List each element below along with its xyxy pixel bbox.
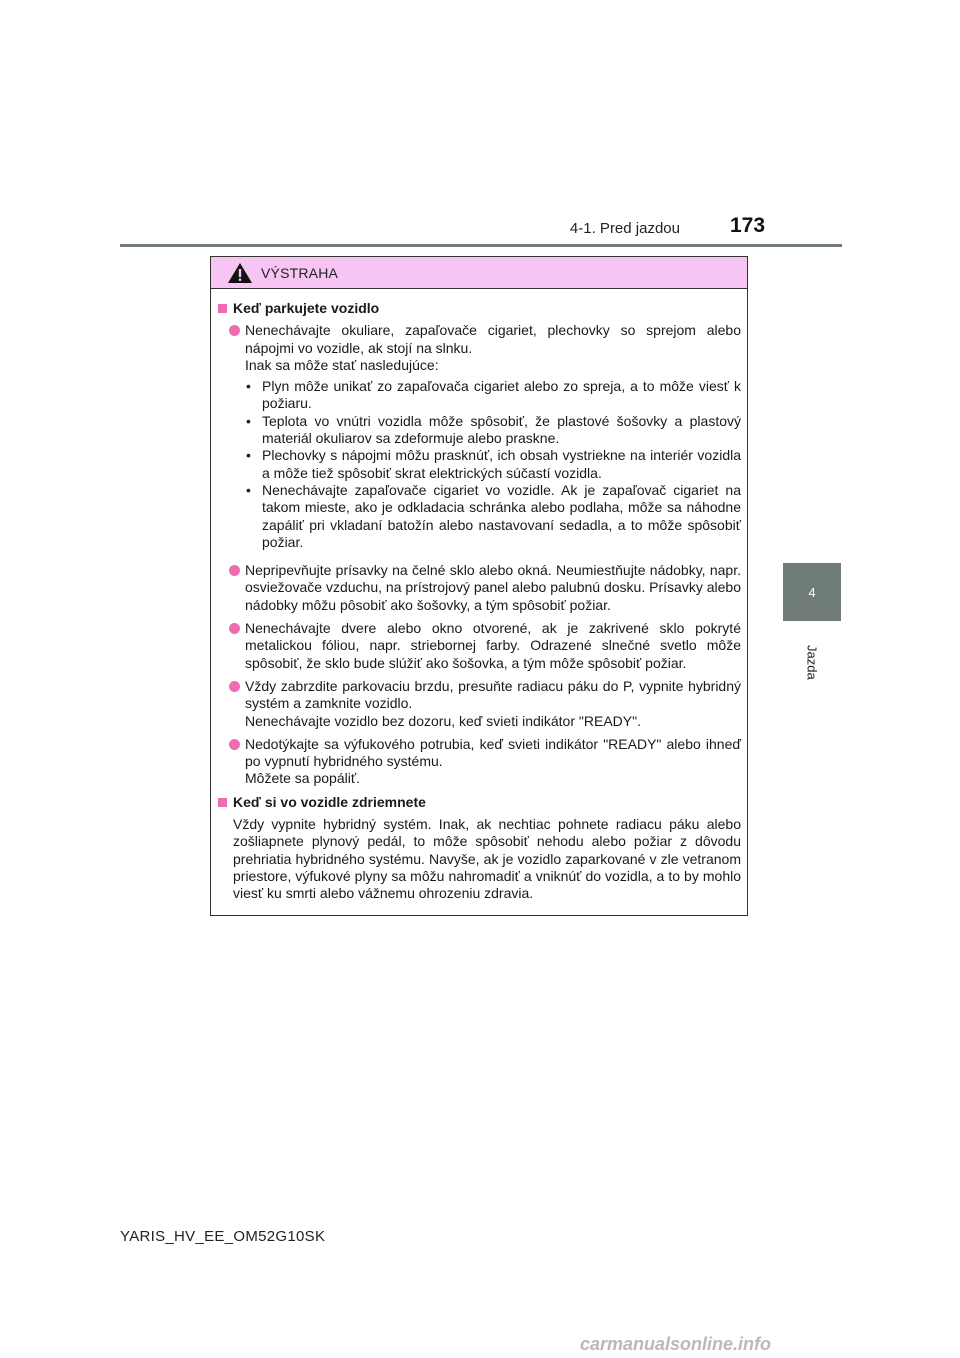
- text-line: Inak sa môže stať nasledujúce:: [245, 356, 439, 373]
- warning-box: [210, 256, 748, 916]
- sub-list-item-text: Plyn môže unikať zo zapaľovača cigariet alebo zo spreja, a to môže viesť k požiaru.: [262, 378, 741, 412]
- dot-bullet: •: [246, 412, 251, 429]
- chapter-number: 4: [808, 584, 816, 600]
- document-code: YARIS_HV_EE_OM52G10SK: [120, 1228, 326, 1245]
- section-paragraph: Vždy vypnite hybridný systém. Inak, ak nechtiac pohnete radiacu páku alebo zošliapnete plynový pedál, to môže spôsobiť nehodu alebo požiar z dôvodu prehriatia hybridného systému. Navyše, ak je vozidlo zaparkované v zle vetranom priestore, výfukové plyny sa môžu nahromadiť a vniknúť do vozidla, a to by mohlo viesť ku smrti alebo vážnemu ohrozeniu zdravia.: [233, 816, 741, 902]
- section-heading-text: Keď parkujete vozidlo: [233, 300, 380, 316]
- circle-bullet-icon: [229, 681, 240, 692]
- watermark: carmanualsonline.info: [580, 1334, 772, 1354]
- text-line: Vždy zabrzdite parkovaciu brzdu, presuňte radiacu páku do P, vypnite hybridný systém a zamknite vozidlo.: [245, 677, 741, 712]
- warning-body: [211, 289, 747, 903]
- warning-header: [211, 257, 747, 289]
- sub-list-item: [245, 447, 741, 482]
- section-heading: [217, 300, 741, 317]
- list-item-text: [245, 322, 741, 556]
- circle-bullet-icon: [229, 565, 240, 576]
- sub-list-item: [245, 378, 741, 413]
- square-bullet-icon: [218, 798, 227, 807]
- warning-triangle-icon: [227, 262, 253, 284]
- sub-list-item: [245, 413, 741, 448]
- list-item: [217, 620, 741, 672]
- list-item-text: [245, 736, 741, 788]
- list-item: [217, 562, 741, 614]
- circle-bullet-icon: [229, 623, 240, 634]
- circle-bullet-icon: [229, 739, 240, 750]
- sub-list: [245, 378, 741, 551]
- dot-bullet: •: [246, 378, 251, 395]
- text-line: Nedotýkajte sa výfukového potrubia, keď svieti indikátor "READY" alebo ihneď po vypnutí hybridného systému.: [245, 735, 741, 770]
- chapter-tab: [783, 563, 841, 621]
- page-number: 173: [730, 214, 766, 237]
- dot-bullet: •: [246, 447, 251, 464]
- header-divider: [120, 244, 842, 247]
- list-item-text: [245, 678, 741, 730]
- sub-list-item: [245, 482, 741, 551]
- text-line: Nenechávajte vozidlo bez dozoru, keď svieti indikátor "READY".: [245, 712, 641, 729]
- warning-title: VÝSTRAHA: [261, 264, 339, 281]
- sub-list-item-text: Plechovky s nápojmi môžu prasknúť, ich obsah vystriekne na interiér vozidla a môže tiež spôsobiť skrat elektrických súčastí vozidla.: [262, 447, 741, 481]
- section-heading-text: Keď si vo vozidle zdriemnete: [233, 793, 426, 810]
- section-title: 4-1. Pred jazdou: [569, 220, 680, 237]
- square-bullet-icon: [218, 304, 227, 313]
- text-line: Nenechávajte okuliare, zapaľovače cigariet, plechovky so sprejom alebo nápojmi vo vozidle, ak stojí na slnku.: [245, 322, 741, 356]
- chapter-label: Jazda: [804, 644, 820, 680]
- list-item: [217, 678, 741, 730]
- circle-bullet-icon: [229, 325, 240, 336]
- section-heading: [217, 794, 741, 811]
- list-item-text: Nepripevňujte prísavky na čelné sklo alebo okná. Neumiestňujte nádobky, napr. osviežovače vzduchu, na prístrojový panel alebo palubnú dosku. Prísavky alebo nádobky môžu pôsobiť ako šošovky, a tým spôsobiť požiar.: [245, 562, 741, 613]
- sub-list-item-text: Teplota vo vnútri vozidla môže spôsobiť, že plastové šošovky a plastový materiál okuliarov sa zdeformuje alebo praskne.: [262, 412, 741, 447]
- sub-list-item-text: Nenechávajte zapaľovače cigariet vo vozidle. Ak je zapaľovač cigariet na takom mieste, ako je odkladacia schránka alebo podlaha, môže sa náhodne zapáliť pri vkladaní batožín alebo nastavovaní sedadla, a to môže spôsobiť požiar.: [262, 481, 741, 550]
- list-item: [217, 736, 741, 788]
- list-item-text: Nenechávajte dvere alebo okno otvorené, ak je zakrivené sklo pokryté metalickou fóliou, napr. striebornej farby. Odrazené slnečné svetlo môže spôsobiť, že sklo bude slúžiť ako šošovka, a tým môže spôsobiť požiar.: [245, 620, 741, 671]
- list-item: [217, 322, 741, 556]
- dot-bullet: •: [246, 481, 251, 498]
- text-line: Môžete sa popáliť.: [245, 770, 360, 787]
